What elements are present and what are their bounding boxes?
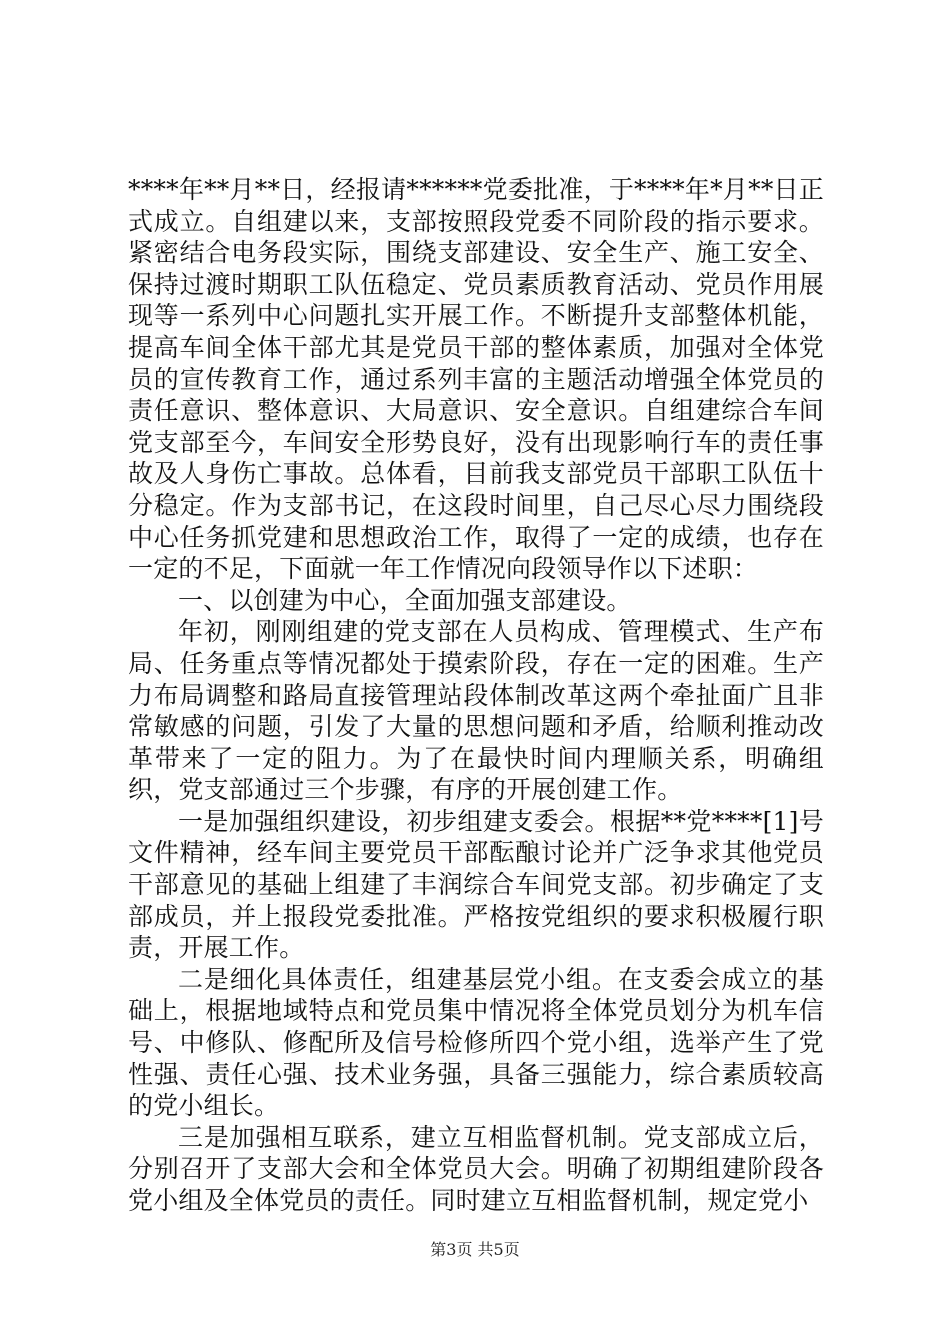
paragraph-step-2: 二是细化具体责任，组建基层党小组。在支委会成立的基础上，根据地域特点和党员集中情况将全体党员划分为机车信号、中修队、修配所及信号检修所四个党小组，选举产生了党性强、责任心强、技术业务强，具备三强能力，综合素质较高的党小组长。: [128, 964, 824, 1121]
document-body: [128, 174, 824, 1217]
paragraph-context: 年初，刚刚组建的党支部在人员构成、管理模式、生产布局、任务重点等情况都处于摸索阶段，存在一定的困难。生产力布局调整和路局直接管理站段体制改革这两个牵扯面广且非常敏感的问题，引发了大量的思想问题和矛盾，给顺利推动改革带来了一定的阻力。为了在最快时间内理顺关系，明确组织，党支部通过三个步骤，有序的开展创建工作。: [128, 617, 824, 805]
page-number-footer: 第3页 共5页: [430, 1240, 520, 1259]
paragraph-step-1: 一是加强组织建设，初步组建支委会。根据**党****[1]号文件精神，经车间主要党员干部酝酿讨论并广泛争求其他党员干部意见的基础上组建了丰润综合车间党支部。初步确定了支部成员，并上报段党委批准。严格按党组织的要求积极履行职责，开展工作。: [128, 806, 824, 963]
section-heading-1: 一、以创建为中心，全面加强支部建设。: [178, 585, 632, 615]
paragraph-step-3: 三是加强相互联系，建立互相监督机制。党支部成立后，分别召开了支部大会和全体党员大会。明确了初期组建阶段各党小组及全体党员的责任。同时建立互相监督机制，规定党小: [128, 1122, 824, 1215]
paragraph-intro: ****年**月**日，经报请******党委批准，于****年*月**日正式成立。自组建以来，支部按照段党委不同阶段的指示要求。紧密结合电务段实际，围绕支部建设、安全生产、施工安全、保持过渡时期职工队伍稳定、党员素质教育活动、党员作用展现等一系列中心问题扎实开展工作。不断提升支部整体机能，提高车间全体干部尤其是党员干部的整体素质，加强对全体党员的宣传教育工作，通过系列丰富的主题活动增强全体党员的责任意识、整体意识、大局意识、安全意识。自组建综合车间党支部至今，车间安全形势良好，没有出现影响行车的责任事故及人身伤亡事故。总体看，目前我支部党员干部职工队伍十分稳定。作为支部书记，在这段时间里，自己尽心尽力围绕段中心任务抓党建和思想政治工作，取得了一定的成绩，也存在一定的不足，下面就一年工作情况向段领导作以下述职：: [128, 175, 824, 584]
